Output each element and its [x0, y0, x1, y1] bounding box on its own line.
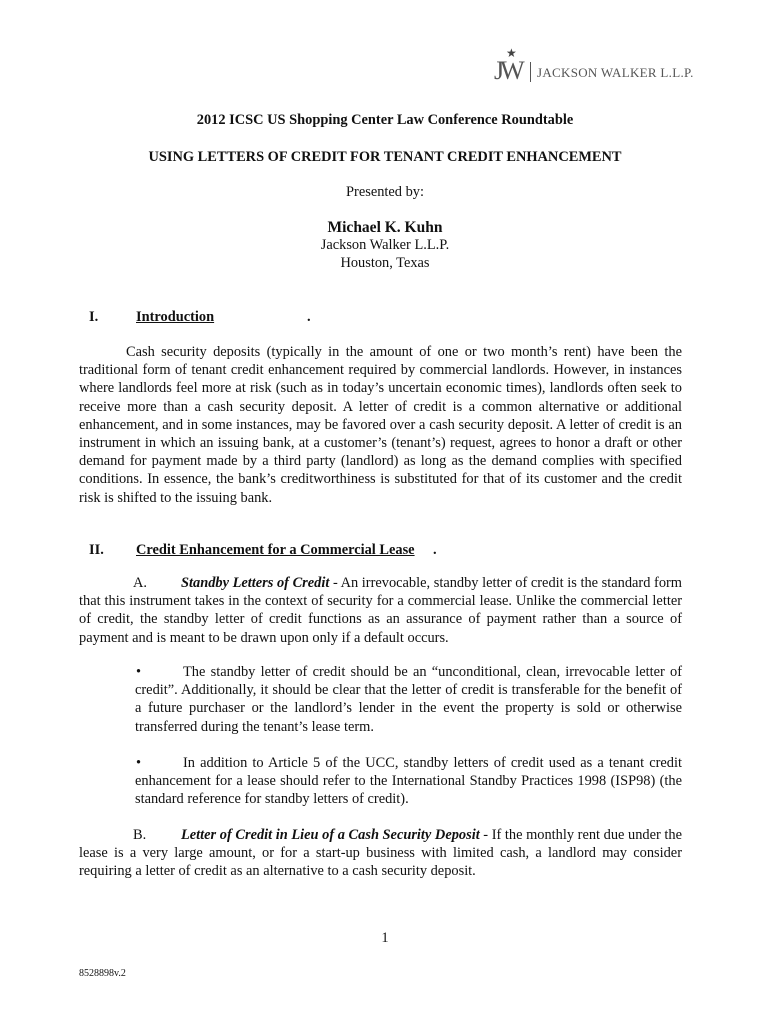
section-2-number: II. [89, 542, 104, 558]
subsection-b-text: - If the monthly rent due under the lease is a very large amount, or for a start-up business with limited cash, a landlord may consider requiring a letter of credit as an alternative to a cash security deposit. [79, 827, 682, 880]
bullet-item [135, 663, 682, 736]
section-1-body [79, 343, 682, 507]
bullet-icon: • [136, 755, 142, 771]
section-1-text: Cash security deposits (typically in the amount of one or two month’s rent) have been the traditional form of tenant credit enhancement required by commercial landlords. However, in instances where landlords feel more at risk (such as in today’s uncertain economic times), landlords often seek to receive more than a cash security deposit. A letter of credit is a common alternative or additional enhancement, and in some instances, may be favored over a cash security deposit. A letter of credit is an instrument in which an issuing bank, at a customer’s (tenant’s) request, agrees to honor a draft or other demand for payment made by a third party (landlord) as long as the demand complies with specified conditions. In essence, the bank’s creditworthiness is substituted for that of its customer and the credit risk is shifted to the issuing bank. [79, 344, 682, 506]
section-2-heading [89, 542, 489, 562]
logo-firm-name: JACKSON WALKER L.L.P. [537, 65, 694, 80]
presenter-name: Michael K. Kuhn [327, 219, 443, 236]
subsection-a-text: - An irrevocable, standby letter of credit is the standard form that this instrument takes in the context of security for a commercial lease. Unlike the commercial letter of credit, the standby letter of credit functions as an assurance of payment rather than a source of payment and is meant to be drawn upon only if a default occurs. [79, 575, 682, 646]
bullet-icon: • [136, 664, 142, 680]
section-1-heading [89, 309, 489, 329]
subsection-b-heading: Letter of Credit in Lieu of a Cash Security Deposit [181, 827, 480, 843]
conference-title: 2012 ICSC US Shopping Center Law Conference Roundtable [196, 112, 574, 128]
bullet-text: The standby letter of credit should be an “unconditional, clean, irrevocable letter of credit”. Additionally, it should be clear that the letter of credit is transferable for the benefit of a future purchaser or the landlord’s lender in the event the property is sold or otherwise transferred during the tenant’s lease term. [135, 664, 682, 735]
logo-divider [530, 62, 531, 82]
section-2-title: Credit Enhancement for a Commercial Lease [136, 542, 415, 558]
bullet-item [135, 754, 682, 809]
subsection-a [79, 574, 682, 647]
presenter-location: Houston, Texas [340, 255, 430, 271]
subsection-b-letter: B. [133, 827, 147, 843]
firm-logo [494, 46, 694, 90]
document-id: 8528898v.2 [79, 968, 126, 979]
subsection-b [79, 826, 682, 881]
section-2-period: . [433, 542, 437, 558]
section-1-period: . [307, 309, 311, 325]
star-icon: ★ [506, 46, 517, 60]
presented-by-label: Presented by: [346, 184, 424, 200]
logo-monogram: JW [494, 56, 521, 85]
document-title: USING LETTERS OF CREDIT FOR TENANT CREDIT ENHANCEMENT [148, 149, 622, 165]
subsection-a-letter-wrap [79, 574, 126, 592]
section-1-title: Introduction [136, 309, 215, 325]
subsection-a-heading: Standby Letters of Credit [181, 575, 330, 591]
section-1-number: I. [89, 309, 99, 325]
presenter-firm: Jackson Walker L.L.P. [320, 237, 450, 253]
page-number: 1 [381, 930, 389, 946]
subsection-a-letter: A. [133, 575, 147, 591]
bullet-text: In addition to Article 5 of the UCC, standby letters of credit used as a tenant credit enhancement for a lease should refer to the International Standby Practices 1998 (ISP98) (the standard reference for standby letters of credit). [135, 755, 682, 808]
